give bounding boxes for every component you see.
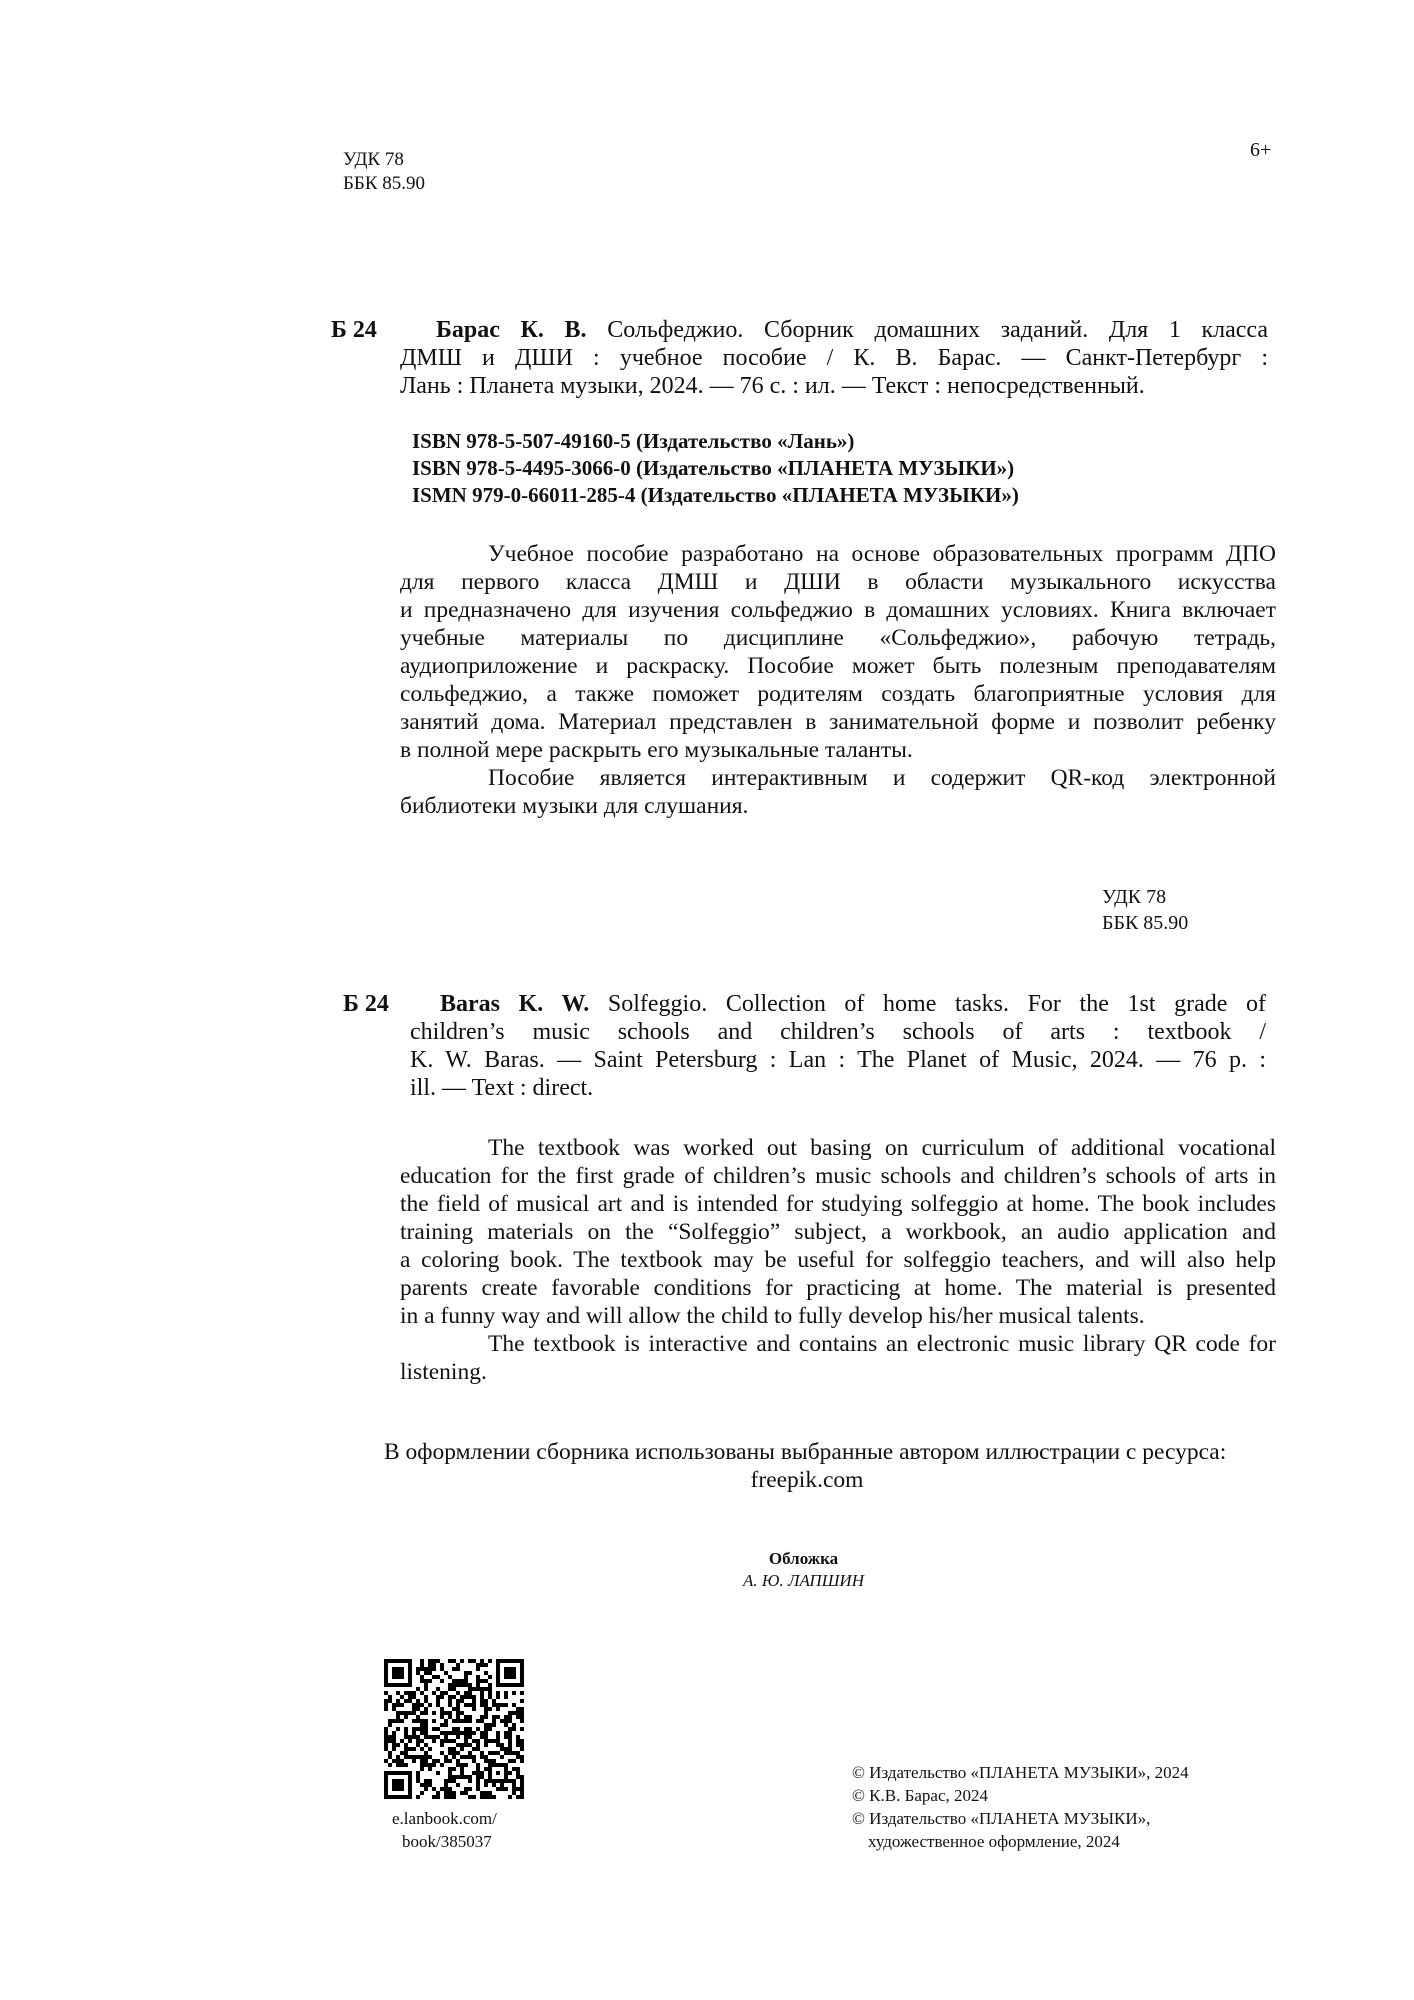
- ru-annotation-line: Учебное пособие разработано на основе образовательных программ ДПО: [488, 541, 1276, 567]
- ru-record-line-2: ДМШ и ДШИ : учебное пособие / К. В. Барас. — Санкт-Петербург :: [400, 345, 1268, 371]
- en-annotation-line: in a funny way and will allow the child to fully develop his/her musical talents.: [400, 1303, 1145, 1329]
- en-annotation-line: The textbook was worked out basing on curriculum of additional vocational: [488, 1135, 1276, 1161]
- ru-annotation-line: в полной мере раскрыть его музыкальные таланты.: [400, 737, 913, 763]
- en-title: Solfeggio. Collection of home tasks. For the 1st grade of: [607, 991, 1267, 1017]
- ru-annotation-line: Пособие является интерактивным и содержит QR-код электронной: [488, 765, 1276, 791]
- bbk-code: ББК 85.90: [343, 173, 425, 194]
- en-annotation-line: the field of musical art and is intended for studying solfeggio at home. The book includes: [400, 1191, 1276, 1217]
- ru-title: Сольфеджио. Сборник домашних заданий. Для 1 класса: [607, 317, 1269, 343]
- ismn-planeta: ISMN 979-0-66011-285-4 (Издательство «ПЛАНЕТА МУЗЫКИ»): [412, 483, 1019, 507]
- qr-url-line-2[interactable]: book/385037: [402, 1832, 492, 1851]
- ru-annotation-line: аудиоприложение и раскраску. Пособие может быть полезным преподавателям: [400, 653, 1276, 679]
- en-record-line-2: children’s music schools and children’s schools of arts : textbook /: [410, 1019, 1266, 1045]
- ru-annotation-line: учебные материалы по дисциплине «Сольфеджио», рабочую тетрадь,: [400, 625, 1276, 651]
- qr-url-line-1[interactable]: e.lanbook.com/: [392, 1809, 497, 1828]
- age-rating: 6+: [1250, 139, 1272, 161]
- copyright-line: © Издательство «ПЛАНЕТА МУЗЫКИ»,: [852, 1809, 1151, 1828]
- en-annotation-line: parents create favorable conditions for practicing at home. The material is presented: [400, 1275, 1276, 1301]
- cover-designer: А. Ю. ЛАПШИН: [743, 1571, 864, 1590]
- en-catalog-code: Б 24: [343, 991, 389, 1017]
- en-annotation-line: training materials on the “Solfeggio” subject, a workbook, an audio application and: [400, 1219, 1276, 1245]
- isbn-planeta: ISBN 978-5-4495-3066-0 (Издательство «ПЛАНЕТА МУЗЫКИ»): [412, 456, 1015, 480]
- ru-annotation-line: библиотеки музыки для слушания.: [400, 793, 749, 819]
- en-annotation-line: The textbook is interactive and contains an electronic music library QR code for: [488, 1331, 1276, 1357]
- en-annotation-line: education for the first grade of children’s music schools and children’s schools of arts in: [400, 1163, 1276, 1189]
- ru-record-line-3: Лань : Планета музыки, 2024. — 76 с. : ил. — Текст : непосредственный.: [400, 373, 1145, 399]
- cover-heading: Обложка: [768, 1549, 839, 1568]
- ru-author: Барас К. В.: [436, 317, 587, 343]
- en-udk-code: УДК 78: [1102, 886, 1167, 908]
- qr-code[interactable]: [384, 1659, 524, 1799]
- isbn-lan: ISBN 978-5-507-49160-5 (Издательство «Лань»): [412, 429, 855, 453]
- en-author: Baras K. W.: [440, 991, 590, 1017]
- en-record-line-4: ill. — Text : direct.: [410, 1075, 594, 1101]
- copyright-line: © К.В. Барас, 2024: [852, 1786, 988, 1805]
- udk-code: УДК 78: [343, 149, 404, 170]
- ru-annotation-line: для первого класса ДМШ и ДШИ в области музыкального искусства: [400, 569, 1276, 595]
- illustrations-credit: В оформлении сборника использованы выбранные автором иллюстрации с ресурса:: [384, 1439, 1227, 1465]
- ru-annotation-line: занятий дома. Материал представлен в занимательной форме и позволит ребенку: [400, 709, 1276, 735]
- copyright-line: художественное оформление, 2024: [868, 1832, 1120, 1851]
- ru-annotation-line: сольфеджио, а также поможет родителям создать благоприятные условия для: [400, 681, 1276, 707]
- en-record-line-3: K. W. Baras. — Saint Petersburg : Lan : The Planet of Music, 2024. — 76 p. :: [410, 1047, 1266, 1073]
- en-annotation-line: listening.: [400, 1359, 487, 1385]
- illustrations-source: freepik.com: [750, 1467, 864, 1493]
- ru-annotation-line: и предназначено для изучения сольфеджио в домашних условиях. Книга включает: [400, 597, 1276, 623]
- en-annotation-line: a coloring book. The textbook may be useful for solfeggio teachers, and will also help: [400, 1247, 1276, 1273]
- en-bbk-code: ББК 85.90: [1102, 912, 1189, 934]
- en-record-line-1: [440, 990, 1266, 1018]
- ru-catalog-code: Б 24: [331, 317, 377, 343]
- ru-record-line-1: [436, 316, 1268, 344]
- copyright-line: © Издательство «ПЛАНЕТА МУЗЫКИ», 2024: [852, 1763, 1189, 1782]
